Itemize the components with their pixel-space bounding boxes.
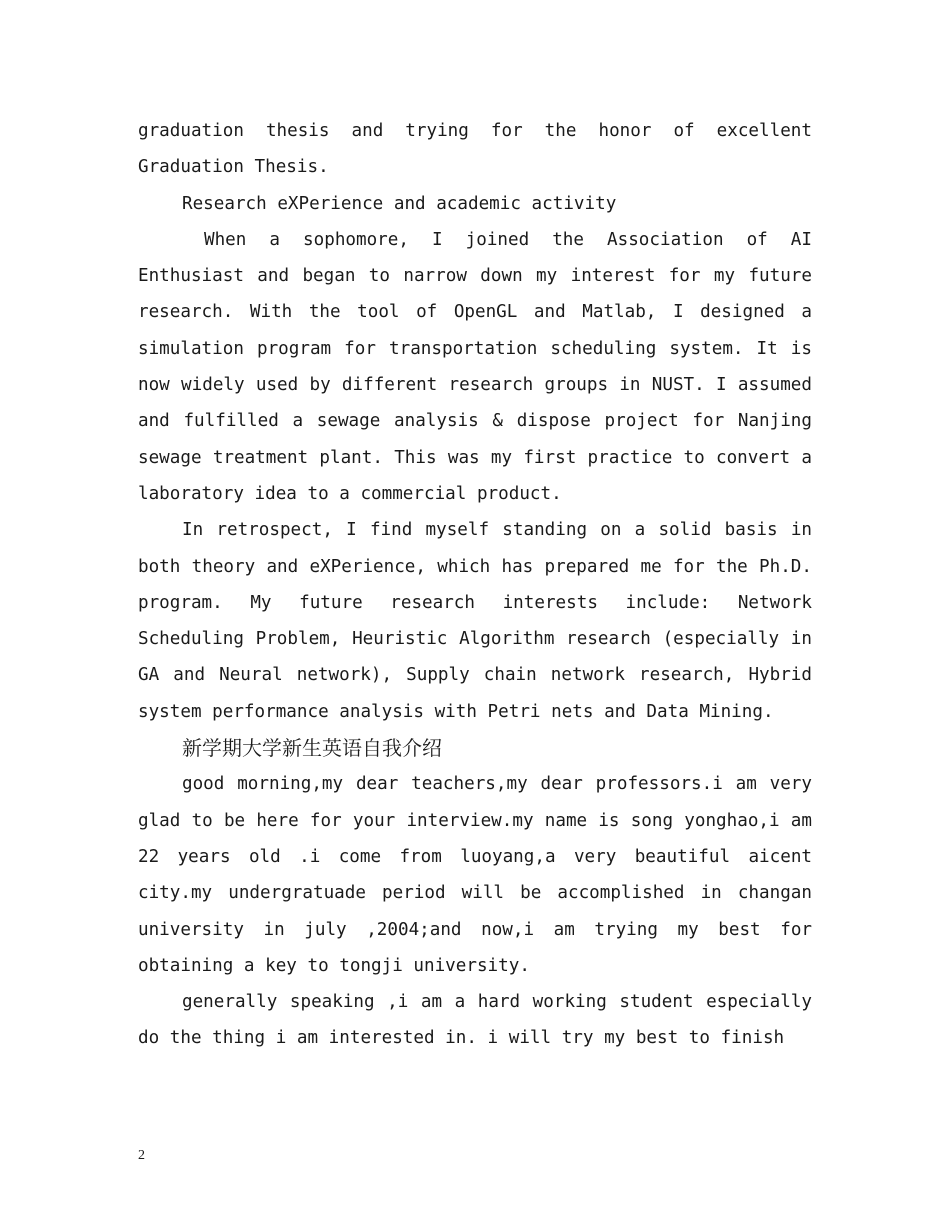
section-heading-research: Research eXPerience and academic activity <box>182 193 617 214</box>
paragraph-retrospect: In retrospect, I find myself standing on a solid basis in both theory and eXPerience, which has prepared me for the Ph.D. program. My future research interests include: Network Scheduling Problem, Heuristic Algorithm research (especially in GA and Neural network), Supply chain network research, Hybrid system performance analysis with Petri nets and Data Mining. <box>138 520 812 722</box>
document-body <box>138 113 812 1057</box>
paragraph-research-experience: When a sophomore, I joined the Association of AI Enthusiast and began to narrow down my interest for my future research. With the tool of OpenGL and Matlab, I designed a simulation program for transportation scheduling system. It is now widely used by different research groups in NUST. I assumed and fulfilled a sewage analysis & dispose project for Nanjing sewage treatment plant. This was my first practice to convert a laboratory idea to a commercial product. <box>138 229 812 504</box>
paragraph-greeting: good morning,my dear teachers,my dear professors.i am very glad to be here for your interview.my name is song yonghao,i am 22 years old .i come from luoyang,a very beautiful aicent city.my undergratuade period will be accomplished in changan university in july ,2004;and now,i am trying my best for obtaining a key to tongji university. <box>138 774 812 976</box>
page-number: 2 <box>138 1148 145 1163</box>
paragraph-thesis-continuation: graduation thesis and trying for the honor of excellent Graduation Thesis. <box>138 121 812 178</box>
paragraph-hard-working: generally speaking ,i am a hard working student especially do the thing i am interested in. i will try my best to finish <box>138 992 812 1049</box>
section-heading-self-introduction: 新学期大学新生英语自我介绍 <box>182 736 442 761</box>
